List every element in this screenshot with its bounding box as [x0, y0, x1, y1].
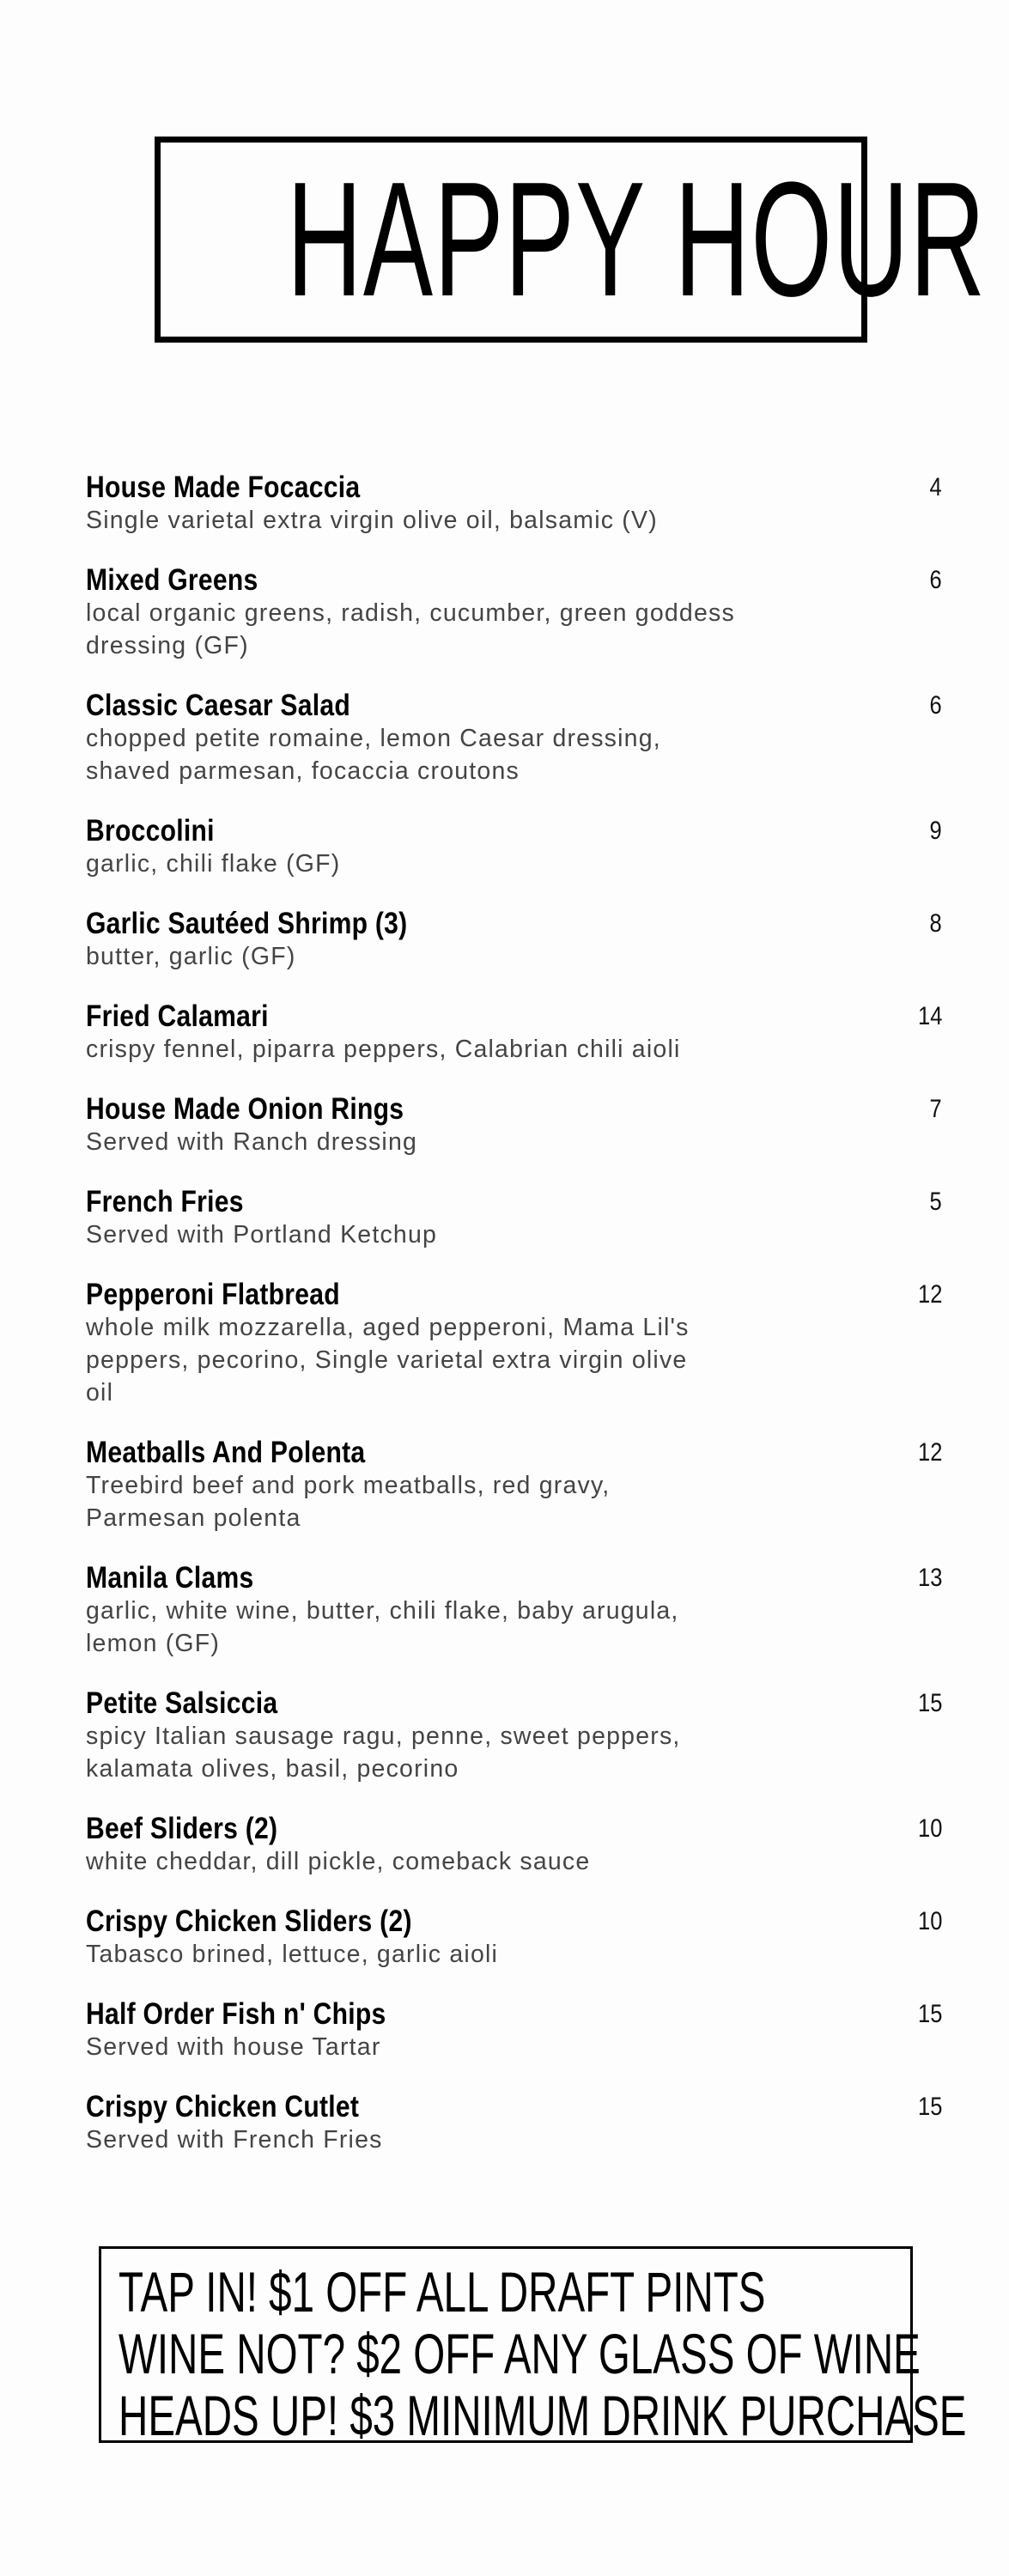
item-description: Tabasco brined, lettuce, garlic aioli	[86, 1941, 499, 1968]
menu-item	[86, 1812, 942, 1878]
menu-item	[86, 907, 942, 973]
item-name: Pepperoni Flatbread	[86, 1278, 340, 1311]
menu-item	[86, 1278, 942, 1409]
menu-item	[86, 1092, 942, 1158]
item-description: Treebird beef and pork meatballs, red gravy,	[86, 1472, 611, 1499]
item-price: 10	[917, 1907, 942, 1935]
item-description: Served with Portland Ketchup	[86, 1221, 438, 1249]
item-name: Classic Caesar Salad	[86, 689, 351, 722]
item-description: white cheddar, dill pickle, comeback sauce	[86, 1848, 591, 1875]
item-price: 6	[929, 566, 942, 594]
item-price: 7	[929, 1095, 942, 1123]
item-price: 10	[917, 1814, 942, 1843]
item-price: 15	[917, 2000, 942, 2028]
menu-item	[86, 1686, 942, 1785]
promo-line: WINE NOT? $2 OFF ANY GLASS OF WINE	[119, 2322, 921, 2385]
item-description: crispy fennel, piparra peppers, Calabrian chili aioli	[86, 1036, 681, 1063]
item-description: butter, garlic (GF)	[86, 943, 296, 970]
item-price: 14	[917, 1002, 942, 1030]
item-description: kalamata olives, basil, pecorino	[86, 1755, 459, 1783]
menu-item	[86, 1561, 942, 1660]
menu-item	[86, 689, 942, 787]
item-price: 8	[929, 909, 942, 938]
title-box	[155, 137, 987, 343]
promo-line: HEADS UP! $3 MINIMUM DRINK PURCHASE	[119, 2384, 967, 2447]
item-price: 6	[929, 691, 942, 720]
item-description: chopped petite romaine, lemon Caesar dressing,	[86, 725, 661, 752]
item-description: dressing (GF)	[86, 632, 249, 659]
item-price: 12	[917, 1280, 942, 1309]
item-name: House Made Focaccia	[86, 471, 361, 504]
menu-item	[86, 563, 942, 662]
item-description: peppers, pecorino, Single varietal extra virgin olive	[86, 1346, 688, 1374]
item-name: Meatballs And Polenta	[86, 1436, 366, 1469]
menu-item	[86, 1185, 942, 1251]
item-description: local organic greens, radish, cucumber, green goddess	[86, 599, 735, 627]
promo-line: TAP IN! $1 OFF ALL DRAFT PINTS	[119, 2260, 766, 2324]
item-description: shaved parmesan, focaccia croutons	[86, 757, 520, 785]
item-name: Petite Salsiccia	[86, 1686, 278, 1720]
item-description: whole milk mozzarella, aged pepperoni, Mama Lil's	[86, 1314, 690, 1341]
item-name: Crispy Chicken Cutlet	[86, 2090, 360, 2123]
item-description: Single varietal extra virgin olive oil, balsamic (V)	[86, 507, 658, 534]
item-name: Beef Sliders (2)	[86, 1812, 278, 1845]
menu-item	[86, 1905, 942, 1971]
item-description: lemon (GF)	[86, 1630, 221, 1657]
item-description: Served with Ranch dressing	[86, 1128, 418, 1156]
item-description: garlic, chili flake (GF)	[86, 850, 341, 878]
item-name: French Fries	[86, 1185, 244, 1218]
menu-list	[86, 471, 942, 2183]
item-name: Garlic Sautéed Shrimp (3)	[86, 907, 408, 940]
item-description: Served with French Fries	[86, 2126, 383, 2154]
item-price: 4	[929, 473, 942, 501]
item-price: 15	[917, 2093, 942, 2121]
page-title: HAPPY HOUR	[286, 149, 987, 331]
menu-item	[86, 471, 942, 537]
item-price: 5	[929, 1188, 942, 1216]
item-name: House Made Onion Rings	[86, 1092, 404, 1126]
menu-item	[86, 1997, 942, 2063]
item-name: Half Order Fish n' Chips	[86, 1997, 386, 2031]
item-price: 9	[929, 817, 942, 845]
menu-item	[86, 814, 942, 880]
item-name: Crispy Chicken Sliders (2)	[86, 1905, 412, 1938]
item-description: garlic, white wine, butter, chili flake, baby arugula,	[86, 1597, 679, 1625]
item-description: Served with house Tartar	[86, 2033, 381, 2061]
item-description: Parmesan polenta	[86, 1504, 301, 1532]
item-price: 12	[917, 1438, 942, 1467]
menu-item	[86, 999, 942, 1066]
menu-item	[86, 1436, 942, 1534]
promo-box	[99, 2246, 967, 2447]
item-description: spicy Italian sausage ragu, penne, sweet peppers,	[86, 1722, 681, 1750]
item-name: Manila Clams	[86, 1561, 254, 1595]
item-name: Fried Calamari	[86, 999, 269, 1033]
item-description: oil	[86, 1379, 114, 1406]
menu-item	[86, 2090, 942, 2156]
item-name: Broccolini	[86, 814, 215, 848]
item-price: 15	[917, 1689, 942, 1717]
item-price: 13	[917, 1564, 942, 1592]
item-name: Mixed Greens	[86, 563, 258, 597]
